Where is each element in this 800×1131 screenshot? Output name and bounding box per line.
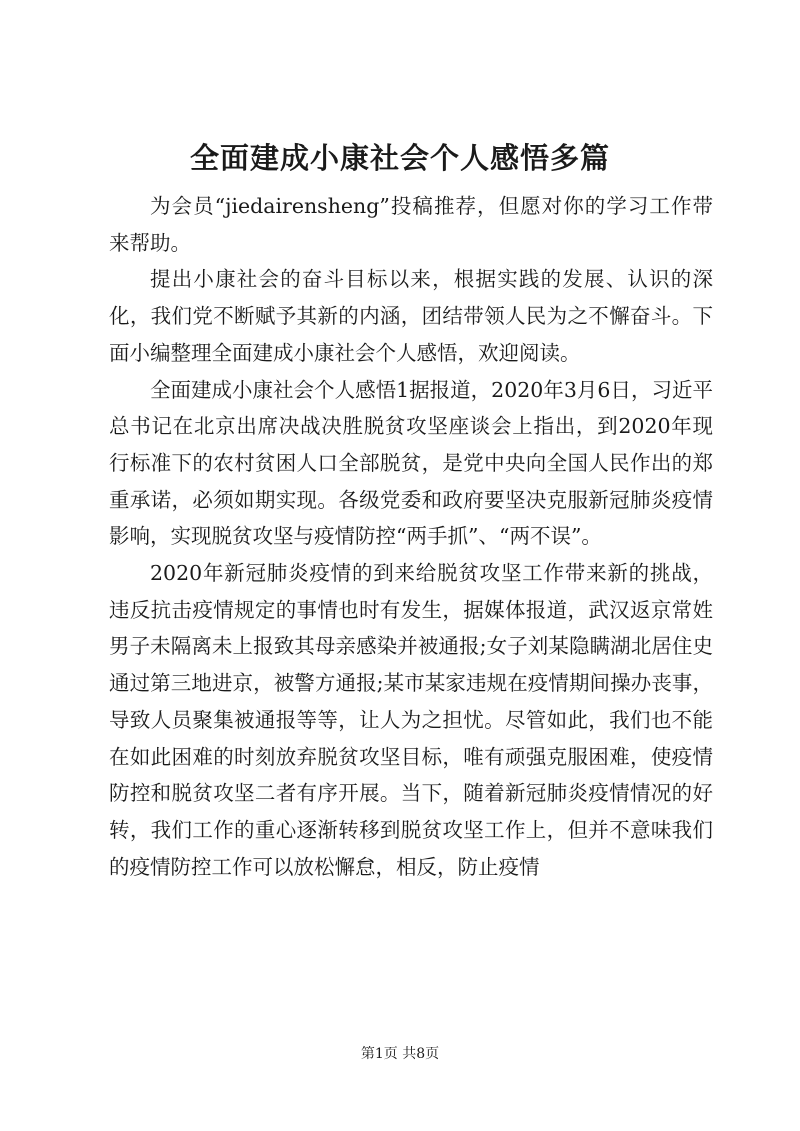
paragraph-summary: 提出小康社会的奋斗目标以来，根据实践的发展、认识的深化，我们党不断赋予其新的内涵，团结带领人民为之不懈奋斗。下面小编整理全面建成小康社会个人感悟，欢迎阅读。 <box>109 267 713 365</box>
document-body <box>109 188 713 885</box>
page-footer: 第1页 共8页 <box>360 1046 440 1062</box>
paragraph-essay-2: 2020年新冠肺炎疫情的到来给脱贫攻坚工作带来新的挑战，违反抗击疫情规定的事情也时有发生，据媒体报道，武汉返京常姓男子未隔离未上报致其母亲感染并被通报;女子刘某隐瞒湖北居住史通过第三地进京，被警方通报;某市某家违规在疫情期间操办丧事，导致人员聚集被通报等等，让人为之担忧。尽管如此，我们也不能在如此困难的时刻放弃脱贫攻坚目标，唯有顽强克服困难，使疫情防控和脱贫攻坚二者有序开展。当下，随着新冠肺炎疫情情况的好转，我们工作的重心逐渐转移到脱贫攻坚工作上，但并不意味我们的疫情防控工作可以放松懈怠，相反，防止疫情 <box>109 561 713 879</box>
paragraph-essay-1: 全面建成小康社会个人感悟1据报道，2020年3月6日，习近平总书记在北京出席决战决胜脱贫攻坚座谈会上指出，到2020年现行标准下的农村贫困人口全部脱贫，是党中央向全国人民作出的郑重承诺，必须如期实现。各级党委和政府要坚决克服新冠肺炎疫情影响，实现脱贫攻坚与疫情防控“两手抓”、“两不误”。 <box>109 377 713 549</box>
paragraph-intro: 为会员“jiedairensheng”投稿推荐，但愿对你的学习工作带来帮助。 <box>109 194 713 255</box>
document-title: 全面建成小康社会个人感悟多篇 <box>189 141 610 175</box>
